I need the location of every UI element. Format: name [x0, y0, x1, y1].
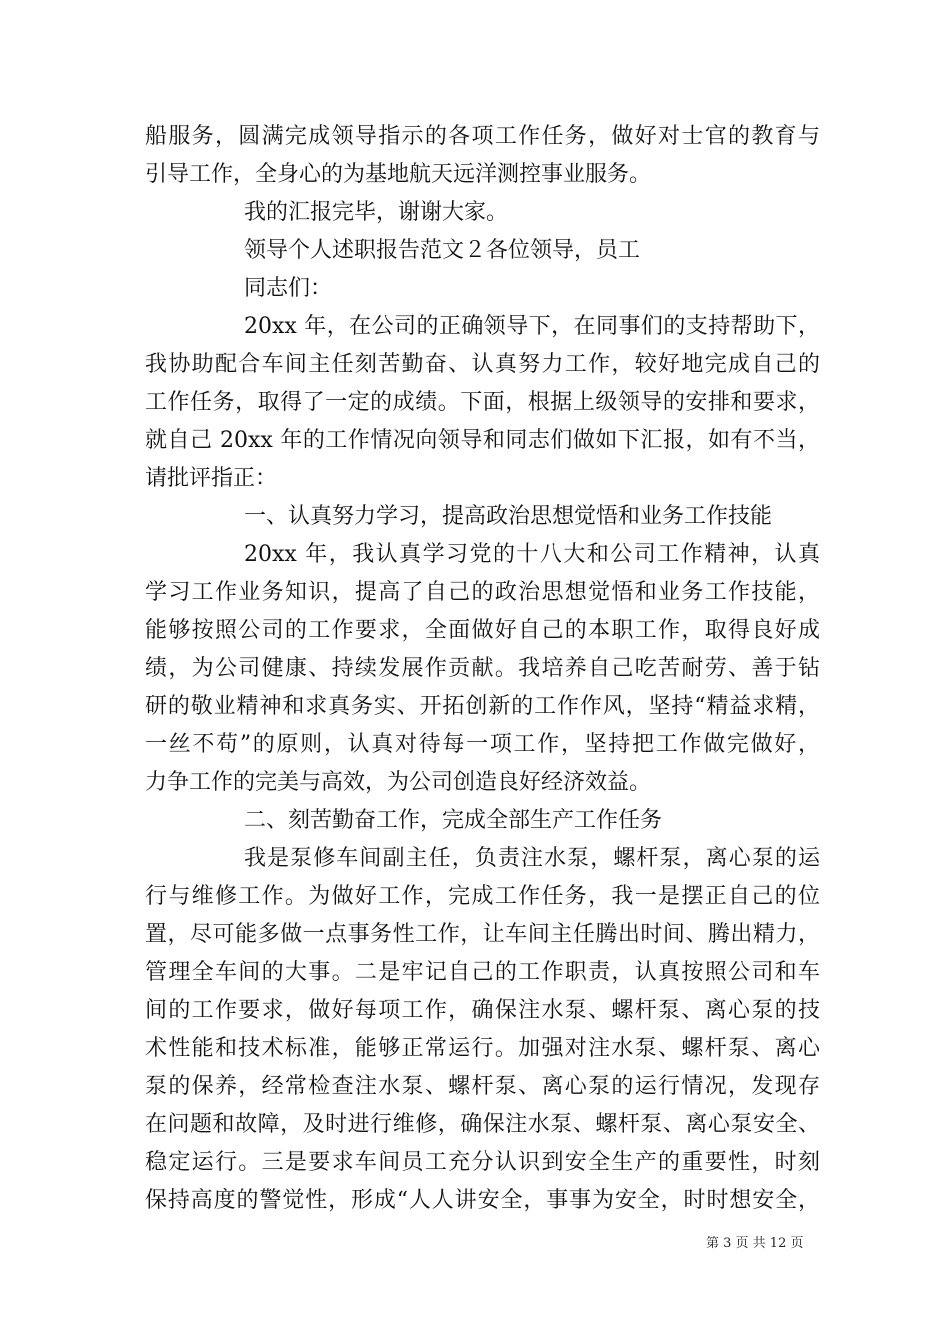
text-line: 行与维修工作。为做好工作，完成工作任务，我一是摆正自己的位: [145, 884, 820, 909]
text-line: 我的汇报完毕，谢谢大家。: [244, 200, 509, 225]
text-line: 就自己 20xx 年的工作情况向领导和同志们做如下汇报，如有不当，: [145, 428, 820, 453]
text-line: 泵的保养，经常检查注水泵、螺杆泵、离心泵的运行情况，发现存: [145, 1074, 820, 1099]
page-number-footer: 第 3 页 共 12 页: [706, 1236, 804, 1251]
section-heading: 二、刻苦勤奋工作，完成全部生产工作任务: [244, 808, 663, 833]
text-line: 一丝不苟”的原则，认真对待每一项工作，坚持把工作做完做好，: [145, 732, 820, 757]
text-line: 领导个人述职报告范文２各位领导，员工: [244, 238, 641, 263]
text-line: 同志们：: [244, 276, 333, 301]
text-line: 稳定运行。三是要求车间员工充分认识到安全生产的重要性，时刻: [145, 1150, 820, 1175]
text-line: 我是泵修车间副主任，负责注水泵，螺杆泵，离心泵的运: [244, 846, 820, 871]
text-line: 间的工作要求，做好每项工作，确保注水泵、螺杆泵、离心泵的技: [145, 998, 820, 1023]
text-line: 学习工作业务知识，提高了自己的政治思想觉悟和业务工作技能，: [145, 580, 820, 605]
text-line: 术性能和技术标准，能够正常运行。加强对注水泵、螺杆泵、离心: [145, 1036, 820, 1061]
text-line: 置，尽可能多做一点事务性工作，让车间主任腾出时间、腾出精力，: [145, 922, 820, 947]
text-line: 绩，为公司健康、持续发展作贡献。我培养自己吃苦耐劳、善于钻: [145, 656, 820, 681]
text-line: 在问题和故障，及时进行维修，确保注水泵、螺杆泵、离心泵安全、: [145, 1112, 820, 1137]
document-body: [145, 118, 820, 1220]
text-line: 研的敬业精神和求真务实、开拓创新的工作作风，坚持“精益求精，: [145, 694, 820, 719]
text-line: 管理全车间的大事。二是牢记自己的工作职责，认真按照公司和车: [145, 960, 820, 985]
text-line: 力争工作的完美与高效，为公司创造良好经济效益。: [145, 770, 652, 795]
text-line: 请批评指正：: [145, 466, 278, 491]
text-line: 引导工作，全身心的为基地航天远洋测控事业服务。: [145, 162, 652, 187]
text-line: 能够按照公司的工作要求，全面做好自己的本职工作，取得良好成: [145, 618, 820, 643]
text-line: 20xx 年，我认真学习党的十八大和公司工作精神，认真: [244, 542, 820, 567]
text-line: 工作任务，取得了一定的成绩。下面，根据上级领导的安排和要求，: [145, 390, 820, 415]
section-heading: 一、认真努力学习，提高政治思想觉悟和业务工作技能: [244, 504, 773, 529]
text-line: 我协助配合车间主任刻苦勤奋、认真努力工作，较好地完成自己的: [145, 352, 820, 377]
text-line: 保持高度的警觉性，形成“人人讲安全，事事为安全，时时想安全，: [145, 1188, 820, 1213]
text-line: 船服务，圆满完成领导指示的各项工作任务，做好对士官的教育与: [145, 124, 820, 149]
text-line: 20xx 年，在公司的正确领导下，在同事们的支持帮助下，: [244, 314, 820, 339]
